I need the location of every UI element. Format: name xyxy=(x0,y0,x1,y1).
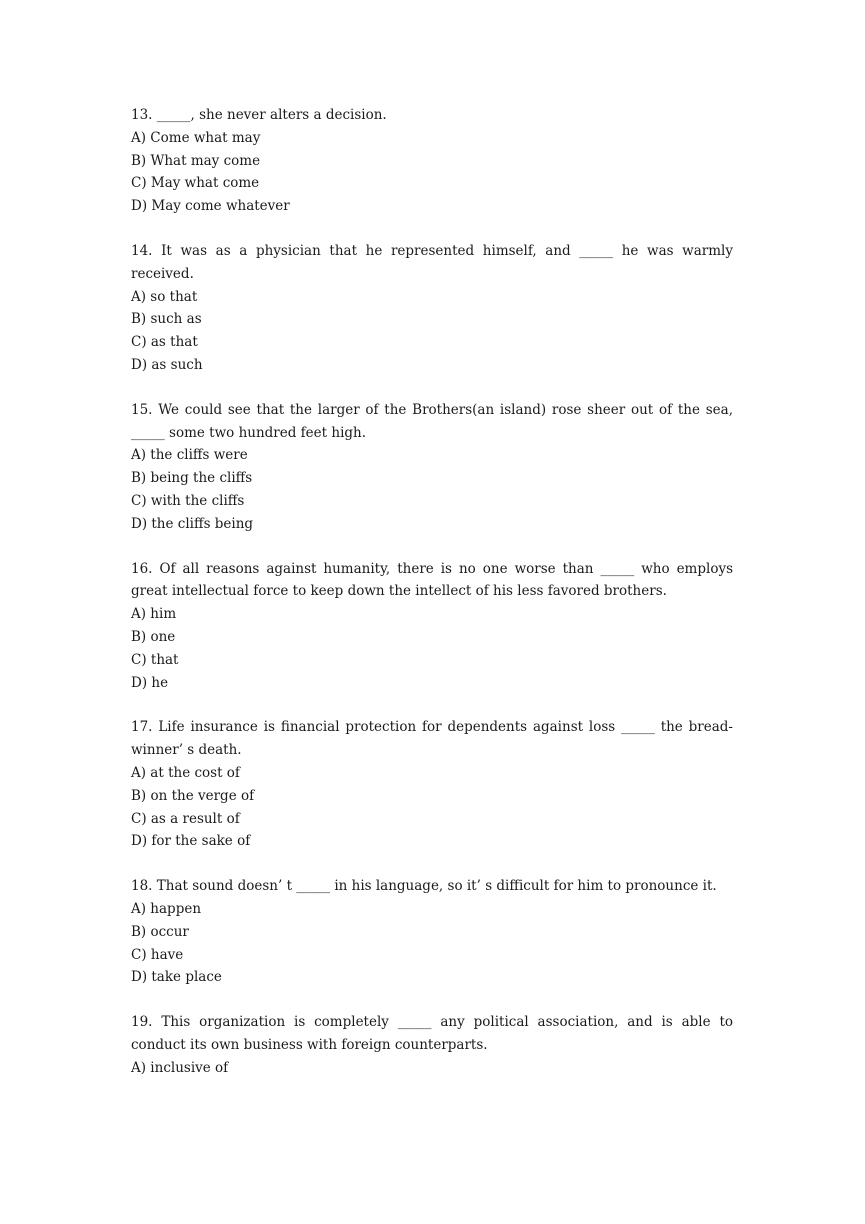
option-a: A) inclusive of xyxy=(131,1059,229,1076)
option-b: B) one xyxy=(131,628,176,645)
option-d: D) the cliffs being xyxy=(131,515,254,532)
option-c: C) that xyxy=(131,651,179,668)
option-a: A) at the cost of xyxy=(131,764,240,781)
option-d: D) take place xyxy=(131,969,222,986)
option-c: C) May what come xyxy=(131,175,260,192)
question-stem: 18. That sound doesn’ t _____ in his language, so it’ s difficult for him to pronounce it. xyxy=(131,878,717,895)
question-14 xyxy=(131,240,733,377)
option-d: D) he xyxy=(131,674,169,691)
option-a: A) Come what may xyxy=(131,129,261,146)
option-c: C) as a result of xyxy=(131,810,240,827)
question-stem: 13. _____, she never alters a decision. xyxy=(131,107,387,123)
question-stem: 16. Of all reasons against humanity, there is no one worse than _____ who employs great intellectual force to keep down the intellect of his less favored brothers. xyxy=(131,560,733,600)
option-a: A) him xyxy=(131,606,177,623)
question-stem: 17. Life insurance is financial protection for dependents against loss _____ the bread-winner’ s death. xyxy=(131,719,733,759)
option-b: B) occur xyxy=(131,923,189,940)
question-19 xyxy=(131,1011,733,1079)
option-c: C) as that xyxy=(131,334,198,351)
question-15 xyxy=(131,399,733,536)
question-stem: 14. It was as a physician that he represented himself, and _____ he was warmly received. xyxy=(131,242,733,282)
question-stem: 19. This organization is completely _____ any political association, and is able to conduct its own business with foreign counterparts. xyxy=(131,1014,733,1053)
option-d: D) as such xyxy=(131,356,203,373)
option-c: C) with the cliffs xyxy=(131,492,245,509)
option-a: A) so that xyxy=(131,288,198,305)
question-13 xyxy=(131,104,733,218)
question-stem: 15. We could see that the larger of the Brothers(an island) rose sheer out of the sea, _____ some two hundred feet high. xyxy=(131,401,733,441)
question-16 xyxy=(131,558,733,695)
question-18 xyxy=(131,875,733,989)
question-17 xyxy=(131,716,733,853)
option-d: D) May come whatever xyxy=(131,198,290,215)
document-page xyxy=(131,104,733,1101)
option-c: C) have xyxy=(131,946,184,963)
option-a: A) the cliffs were xyxy=(131,447,248,464)
option-b: B) on the verge of xyxy=(131,787,255,804)
option-b: B) What may come xyxy=(131,152,261,169)
option-b: B) such as xyxy=(131,311,202,328)
option-d: D) for the sake of xyxy=(131,833,251,850)
option-b: B) being the cliffs xyxy=(131,470,253,487)
option-a: A) happen xyxy=(131,900,202,917)
